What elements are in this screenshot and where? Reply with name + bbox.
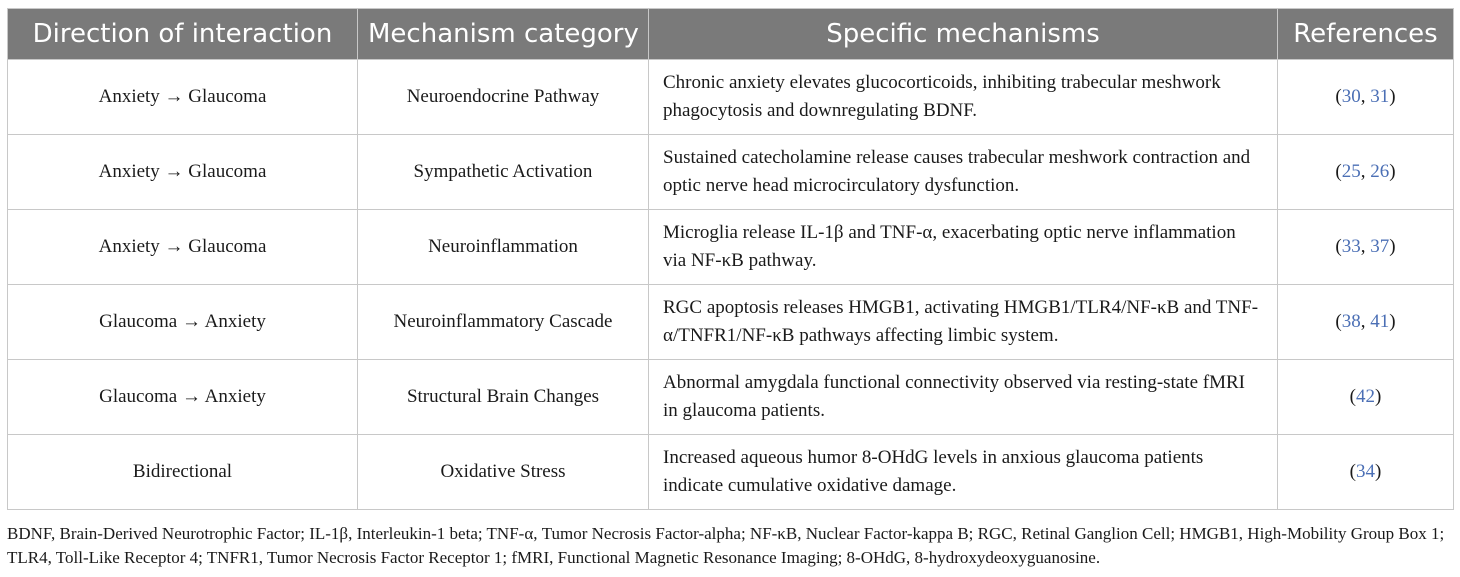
table-row: [8, 285, 1454, 360]
cell-direction: Anxiety → Glaucoma: [8, 210, 358, 285]
cell-direction: Anxiety → Glaucoma: [8, 60, 358, 135]
cell-references: (30, 31): [1278, 60, 1454, 135]
cell-category: Structural Brain Changes: [358, 360, 649, 435]
table-row: [8, 135, 1454, 210]
cell-direction: Glaucoma → Anxiety: [8, 285, 358, 360]
reference-link[interactable]: 37: [1370, 236, 1390, 257]
cell-references: (42): [1278, 360, 1454, 435]
cell-mechanism: Increased aqueous humor 8-OHdG levels in anxious glaucoma patients indicate cumulative oxidative damage.: [649, 435, 1278, 510]
reference-link[interactable]: 31: [1370, 86, 1390, 107]
reference-link[interactable]: 34: [1356, 461, 1375, 482]
cell-direction: Bidirectional: [8, 435, 358, 510]
table-row: [8, 360, 1454, 435]
cell-references: (33, 37): [1278, 210, 1454, 285]
reference-link[interactable]: 41: [1370, 311, 1390, 332]
reference-link[interactable]: 33: [1341, 236, 1361, 257]
cell-category: Neuroendocrine Pathway: [358, 60, 649, 135]
cell-mechanism: RGC apoptosis releases HMGB1, activating HMGB1/TLR4/NF-κB and TNF-α/TNFR1/NF-κB pathways affecting limbic system.: [649, 285, 1278, 360]
table-row: [8, 60, 1454, 135]
reference-link[interactable]: 25: [1341, 161, 1361, 182]
cell-references: (25, 26): [1278, 135, 1454, 210]
table-footnote: BDNF, Brain-Derived Neurotrophic Factor; IL-1β, Interleukin-1 beta; TNF-α, Tumor Necrosis Factor-alpha; NF-κB, Nuclear Factor-kappa B; RGC, Retinal Ganglion Cell; HMGB1, High-Mobility Group Box 1; TLR4, Toll-Like Receptor 4; TNFR1, Tumor Necrosis Factor Receptor 1; fMRI, Functional Magnetic Resonance Imaging; 8-OHdG, 8-hydroxydeoxyguanosine.: [7, 524, 1445, 567]
cell-category: Sympathetic Activation: [358, 135, 649, 210]
header-direction: Direction of interaction: [8, 9, 358, 60]
cell-direction: Glaucoma → Anxiety: [8, 360, 358, 435]
cell-references: (38, 41): [1278, 285, 1454, 360]
table-row: [8, 210, 1454, 285]
table-header-row: [8, 9, 1454, 60]
cell-mechanism: Abnormal amygdala functional connectivity observed via resting-state fMRI in glaucoma patients.: [649, 360, 1278, 435]
cell-mechanism: Chronic anxiety elevates glucocorticoids, inhibiting trabecular meshwork phagocytosis and downregulating BDNF.: [649, 60, 1278, 135]
cell-mechanism: Microglia release IL-1β and TNF-α, exacerbating optic nerve inflammation via NF-κB pathway.: [649, 210, 1278, 285]
cell-category: Neuroinflammation: [358, 210, 649, 285]
header-mechanism-category: Mechanism category: [358, 9, 649, 60]
cell-category: Neuroinflammatory Cascade: [358, 285, 649, 360]
reference-link[interactable]: 38: [1341, 311, 1361, 332]
mechanisms-table: [7, 8, 1454, 510]
reference-link[interactable]: 30: [1341, 86, 1361, 107]
reference-link[interactable]: 26: [1370, 161, 1390, 182]
header-references: References: [1278, 9, 1454, 60]
header-specific-mechanisms: Specific mechanisms: [649, 9, 1278, 60]
cell-category: Oxidative Stress: [358, 435, 649, 510]
cell-references: (34): [1278, 435, 1454, 510]
reference-link[interactable]: 42: [1356, 386, 1375, 407]
cell-direction: Anxiety → Glaucoma: [8, 135, 358, 210]
table-container: [7, 8, 1453, 510]
table-row: [8, 435, 1454, 510]
cell-mechanism: Sustained catecholamine release causes trabecular meshwork contraction and optic nerve head microcirculatory dysfunction.: [649, 135, 1278, 210]
